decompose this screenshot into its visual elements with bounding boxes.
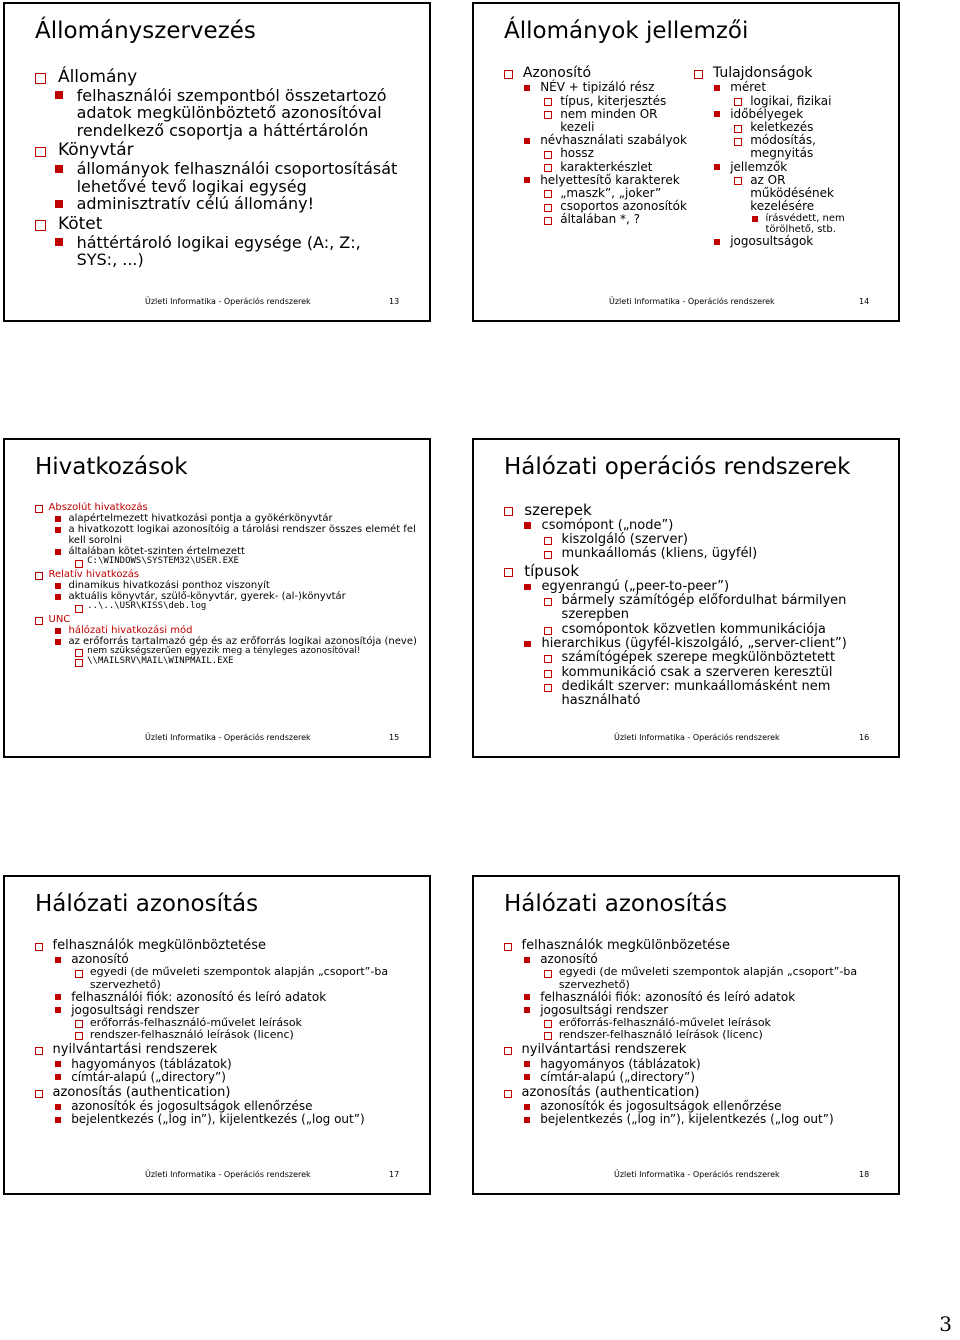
hollow-square-bullet-icon [504, 70, 513, 79]
slide-footer: Üzleti Informatika - Operációs rendszerek [145, 1170, 311, 1179]
solid-square-bullet-icon [55, 1104, 61, 1110]
slide-footer: Üzleti Informatika - Operációs rendszerek [145, 733, 311, 742]
solid-square-bullet-icon [55, 1007, 61, 1013]
list-item [35, 1071, 411, 1084]
list-item-text: ..\..\USR\KISS\deb.log [87, 600, 207, 611]
hollow-square-bullet-icon [544, 537, 552, 545]
list-item [504, 1113, 880, 1126]
hollow-square-bullet-icon [734, 98, 742, 106]
list-item [504, 594, 882, 623]
slide-body [35, 66, 403, 269]
hollow-square-bullet-icon [544, 627, 552, 635]
list-item-text: számítógépek szerepe megkülönböztetett [561, 650, 836, 666]
list-item-text: felhasználók megkülönbözetése [521, 938, 730, 953]
list-item-text: egyedi (de műveleti szempontok alapján „csoport”-ba szervezhető) [89, 965, 389, 991]
list-item [35, 1043, 413, 1057]
hollow-square-bullet-icon [35, 147, 46, 158]
list-item-text: általában *, ? [560, 212, 641, 227]
list-item [35, 966, 410, 990]
list-item-text: nem minden OR kezeli [560, 106, 658, 134]
list-item-text: C:\WINDOWS\SYSTEM32\USER.EXE [87, 556, 239, 566]
list-item [35, 524, 419, 546]
list-item-text: erőforrás-felhasználó-művelet leírások [89, 1016, 302, 1030]
slide-title: Állományszervezés [35, 18, 256, 44]
list-item [694, 213, 858, 235]
list-item-text: hagyományos (táblázatok) [540, 1056, 701, 1071]
hollow-square-bullet-icon [75, 970, 83, 978]
list-item [35, 614, 419, 625]
slide-title: Hálózati azonosítás [35, 891, 259, 917]
list-item-text: rendszer-felhasználó leírások (licenc) [89, 1028, 294, 1042]
solid-square-bullet-icon [55, 516, 61, 522]
slide-title: Hálózati azonosítás [504, 891, 728, 917]
hollow-square-bullet-icon [75, 1032, 83, 1040]
slide-body [35, 500, 419, 667]
solid-square-bullet-icon [524, 85, 530, 91]
list-item [35, 625, 419, 636]
hollow-square-bullet-icon [694, 70, 703, 79]
hollow-square-bullet-icon [75, 560, 83, 568]
list-item [504, 651, 882, 665]
list-item-text: dinamikus hivatkozási ponthoz viszonyít [68, 579, 270, 591]
list-item-text: Könyvtár [57, 140, 134, 161]
list-item [504, 666, 882, 680]
list-item [504, 108, 695, 134]
list-item [35, 1029, 410, 1041]
slide-title: Hivatkozások [35, 454, 188, 480]
list-item-text: keletkezés [750, 119, 814, 134]
slide-number: 17 [389, 1170, 400, 1179]
list-item [35, 569, 419, 580]
hollow-square-bullet-icon [35, 505, 43, 513]
list-item-text: csoportos azonosítók [560, 199, 687, 214]
list-item-text: a hivatkozott logikai azonosítóig a tárolási rendszer összes elemét fel kell sorolni [68, 524, 416, 546]
list-item-text: azonosító [71, 952, 129, 967]
solid-square-bullet-icon [55, 594, 61, 600]
list-item [35, 1086, 413, 1100]
list-item [35, 215, 403, 234]
slide-16 [472, 438, 900, 758]
list-item-text: Azonosító [522, 65, 592, 81]
list-item-text: méret [730, 80, 767, 95]
hollow-square-bullet-icon [35, 73, 46, 84]
list-item [504, 580, 882, 594]
list-item-text: általában kötet-szinten értelmezett [68, 546, 245, 557]
list-item [504, 1029, 879, 1041]
list-item-text: bejelentkezés („log in”), kijelentkezés („log out”) [71, 1112, 365, 1127]
list-item [504, 1043, 882, 1057]
list-item-text: nyilvántartási rendszerek [521, 1042, 687, 1058]
list-item-text: Relatív hivatkozás [48, 568, 140, 580]
list-item [694, 174, 860, 214]
list-item-text: logikai, fizikai [750, 93, 832, 108]
hollow-square-bullet-icon [544, 970, 552, 978]
list-item [504, 1071, 880, 1084]
list-item [35, 580, 419, 591]
list-item-text: felhasználók megkülönböztetése [52, 938, 267, 953]
list-item-text: aktuális könyvtár, szülő-könyvtár, gyerek- (al-)könyvtár [68, 590, 346, 602]
slide-number: 14 [859, 297, 870, 306]
solid-square-bullet-icon [524, 1104, 530, 1110]
solid-square-bullet-icon [524, 138, 530, 144]
list-item [504, 134, 695, 147]
list-item-text: kiszolgáló (szerver) [561, 531, 688, 547]
slide-15 [3, 438, 431, 758]
list-item-text: rendszer-felhasználó leírások (licenc) [558, 1028, 763, 1042]
list-item [35, 557, 417, 567]
list-item [504, 939, 882, 953]
list-item [504, 563, 884, 580]
list-item [694, 235, 860, 248]
hollow-square-bullet-icon [544, 190, 552, 198]
slide-footer: Üzleti Informatika - Operációs rendszerek [145, 297, 311, 306]
hollow-square-bullet-icon [504, 943, 512, 951]
list-item-text: időbélyegek [730, 106, 804, 121]
list-item [504, 680, 882, 709]
list-item [35, 87, 402, 140]
solid-square-bullet-icon [714, 239, 720, 245]
list-item-text: hierarchikus (ügyfél-kiszolgáló, „server-client”) [541, 636, 847, 652]
list-item [35, 68, 403, 87]
list-item-text: felhasználói fiók: azonosító és leíró adatok [71, 989, 327, 1004]
hollow-square-bullet-icon [544, 551, 552, 559]
hollow-square-bullet-icon [504, 1047, 512, 1055]
list-item [35, 1113, 411, 1126]
solid-square-bullet-icon [55, 1117, 61, 1123]
slide-18 [472, 875, 900, 1195]
list-item-text: azonosítók és jogosultságok ellenőrzése [71, 1099, 313, 1114]
solid-square-bullet-icon [752, 216, 758, 222]
slide-13 [3, 2, 431, 322]
list-item-text: címtár-alapú („directory”) [540, 1069, 695, 1084]
list-item [504, 547, 882, 561]
list-item-text: névhasználati szabályok [540, 133, 687, 148]
hollow-square-bullet-icon [544, 670, 552, 678]
hollow-square-bullet-icon [544, 151, 552, 159]
solid-square-bullet-icon [55, 628, 61, 634]
list-item-text: \\MAILSRV\MAIL\WINPMAIL.EXE [87, 655, 234, 666]
list-item-text: adminisztratív célú állomány! [76, 194, 315, 214]
list-item-text: dedikált szerver: munkaállomásként nem használható [561, 678, 831, 709]
list-item [35, 195, 402, 213]
solid-square-bullet-icon [524, 1007, 530, 1013]
list-item [504, 502, 884, 519]
hollow-square-bullet-icon [544, 217, 552, 225]
solid-square-bullet-icon [55, 994, 61, 1000]
list-item [35, 939, 413, 953]
list-item-text: felhasználói fiók: azonosító és leíró adatok [540, 989, 796, 1004]
list-item-text: az erőforrás tartalmazó gép és az erőforrás logikai azonosítója (neve) [68, 635, 417, 647]
list-item [694, 134, 860, 160]
solid-square-bullet-icon [55, 957, 61, 963]
solid-square-bullet-icon [55, 165, 63, 173]
hollow-square-bullet-icon [544, 684, 552, 692]
solid-square-bullet-icon [524, 584, 531, 591]
list-item-text: egyenrangú („peer-to-peer”) [541, 578, 730, 594]
list-item-text: módosítás, megnyitás [750, 133, 816, 161]
slide-footer: Üzleti Informatika - Operációs rendszerek [614, 1170, 780, 1179]
list-item-text: azonosítás (authentication) [521, 1084, 700, 1100]
hollow-square-bullet-icon [544, 598, 552, 606]
slide-title: Állományok jellemzői [504, 18, 749, 44]
list-item-text: Abszolút hivatkozás [48, 502, 148, 513]
list-item [504, 966, 879, 990]
list-item-text: nyilvántartási rendszerek [52, 1042, 218, 1058]
slide-number: 18 [859, 1170, 870, 1179]
solid-square-bullet-icon [55, 549, 61, 555]
list-item-text: munkaállomás (kliens, ügyfél) [561, 546, 758, 562]
slide-number: 13 [389, 297, 400, 306]
solid-square-bullet-icon [524, 1061, 530, 1067]
hollow-square-bullet-icon [734, 125, 742, 133]
slide-number: 15 [389, 733, 400, 742]
hollow-square-bullet-icon [544, 98, 552, 106]
solid-square-bullet-icon [524, 177, 530, 183]
list-item [35, 141, 403, 160]
list-item-text: az OR működésének kezelésére [750, 172, 834, 214]
solid-square-bullet-icon [524, 994, 530, 1000]
hollow-square-bullet-icon [544, 655, 552, 663]
solid-square-bullet-icon [714, 111, 720, 117]
list-item-text: jogosultságok [730, 234, 814, 249]
slide-number: 16 [859, 733, 870, 742]
list-item-text: hálózati hivatkozási mód [68, 624, 193, 636]
list-item-text: írásvédett, nem törölhető, stb. [765, 213, 845, 236]
hollow-square-bullet-icon [734, 177, 742, 185]
solid-square-bullet-icon [714, 85, 720, 91]
list-item-text: „maszk”, „joker” [560, 185, 662, 200]
solid-square-bullet-icon [524, 957, 530, 963]
solid-square-bullet-icon [524, 1117, 530, 1123]
list-item [504, 637, 882, 651]
page-number: 3 [939, 1312, 952, 1336]
slide-body-right [694, 64, 863, 248]
slide-body [504, 937, 882, 1127]
list-item-text: címtár-alapú („directory”) [71, 1069, 226, 1084]
hollow-square-bullet-icon [544, 204, 552, 212]
list-item-text: Tulajdonságok [712, 65, 813, 81]
list-item [35, 602, 417, 612]
list-item [35, 160, 402, 195]
list-item [504, 623, 882, 637]
list-item-text: hagyományos (táblázatok) [71, 1056, 232, 1071]
list-item-text: helyettesítő karakterek [540, 172, 680, 187]
list-item-text: azonosító [540, 952, 598, 967]
hollow-square-bullet-icon [504, 568, 513, 577]
slide-17 [3, 875, 431, 1195]
slide-body [504, 500, 884, 709]
hollow-square-bullet-icon [544, 1020, 552, 1028]
list-item-text: egyedi (de műveleti szempontok alapján „csoport”-ba szervezhető) [558, 965, 858, 991]
hollow-square-bullet-icon [35, 572, 43, 580]
solid-square-bullet-icon [714, 164, 720, 170]
list-item [504, 213, 695, 226]
slide-title: Hálózati operációs rendszerek [504, 454, 851, 480]
hollow-square-bullet-icon [504, 1090, 512, 1098]
list-item-text: csomópontok közvetlen kommunikációja [561, 621, 826, 637]
list-item-text: UNC [48, 613, 71, 625]
hollow-square-bullet-icon [35, 617, 43, 625]
hollow-square-bullet-icon [75, 659, 83, 667]
solid-square-bullet-icon [55, 583, 61, 589]
hollow-square-bullet-icon [504, 507, 513, 516]
list-item-text: erőforrás-felhasználó-művelet leírások [558, 1016, 771, 1030]
list-item-text: szerepek [524, 501, 592, 519]
slide-footer: Üzleti Informatika - Operációs rendszerek [614, 733, 780, 742]
slide-body [35, 937, 413, 1127]
slide-footer: Üzleti Informatika - Operációs rendszerek [609, 297, 775, 306]
list-item-text: azonosítók és jogosultságok ellenőrzése [540, 1099, 782, 1114]
solid-square-bullet-icon [524, 1074, 530, 1080]
list-item-text: Állomány [57, 67, 138, 87]
solid-square-bullet-icon [55, 238, 63, 246]
list-item-text: bejelentkezés („log in”), kijelentkezés („log out”) [540, 1112, 834, 1127]
solid-square-bullet-icon [55, 639, 61, 645]
solid-square-bullet-icon [55, 91, 63, 99]
solid-square-bullet-icon [55, 1074, 61, 1080]
list-item-text: állományok felhasználói csoportosítását lehetővé tevő logikai egység [76, 159, 398, 196]
list-item-text: típusok [524, 562, 580, 581]
hollow-square-bullet-icon [544, 164, 552, 172]
list-item [694, 66, 863, 81]
list-item-text: alapértelmezett hivatkozási pontja a gyökérkönyvtár [68, 513, 333, 524]
list-item-text: típus, kiterjesztés [560, 93, 667, 108]
hollow-square-bullet-icon [35, 1090, 43, 1098]
list-item-text: kommunikáció csak a szerveren keresztül [561, 664, 833, 680]
list-item [35, 657, 417, 667]
hollow-square-bullet-icon [75, 1020, 83, 1028]
list-item [504, 533, 882, 547]
list-item-text: karakterkészlet [560, 159, 653, 174]
hollow-square-bullet-icon [35, 220, 46, 231]
list-item [35, 234, 402, 269]
list-item [504, 1086, 882, 1100]
hollow-square-bullet-icon [544, 1032, 552, 1040]
slide-body-left [504, 64, 698, 226]
solid-square-bullet-icon [55, 200, 63, 208]
solid-square-bullet-icon [55, 527, 61, 533]
list-item-text: bármely számítógép előfordulhat bármilyen szerepben [561, 593, 847, 623]
hollow-square-bullet-icon [734, 138, 742, 146]
hollow-square-bullet-icon [35, 943, 43, 951]
list-item-text: jellemzők [730, 159, 788, 174]
list-item-text: Kötet [57, 213, 103, 234]
list-item-text: háttértároló logikai egysége (A:, Z:, SYS:, ...) [76, 232, 361, 270]
hollow-square-bullet-icon [544, 111, 552, 119]
hollow-square-bullet-icon [35, 1047, 43, 1055]
list-item-text: azonosítás (authentication) [52, 1084, 231, 1100]
list-item-text: csomópont („node”) [541, 517, 674, 533]
list-item-text: felhasználói szempontból összetartozó adatok megkülönböztető azonosítóval rendelkező csoportja a háttértárolón [76, 85, 387, 140]
list-item-text: jogosultsági rendszer [71, 1002, 200, 1017]
list-item-text: nem szükségszerűen egyezik meg a tényleges azonosítóval! [87, 645, 361, 656]
list-item-text: jogosultsági rendszer [540, 1002, 669, 1017]
list-item [35, 502, 419, 513]
list-item-text: hossz [560, 146, 594, 161]
slide-14 [472, 2, 900, 322]
solid-square-bullet-icon [55, 1061, 61, 1067]
list-item [504, 519, 882, 533]
solid-square-bullet-icon [524, 522, 531, 529]
hollow-square-bullet-icon [75, 605, 83, 613]
list-item [35, 513, 419, 524]
solid-square-bullet-icon [524, 641, 531, 648]
list-item-text: NÉV + tipizáló rész [540, 80, 655, 95]
